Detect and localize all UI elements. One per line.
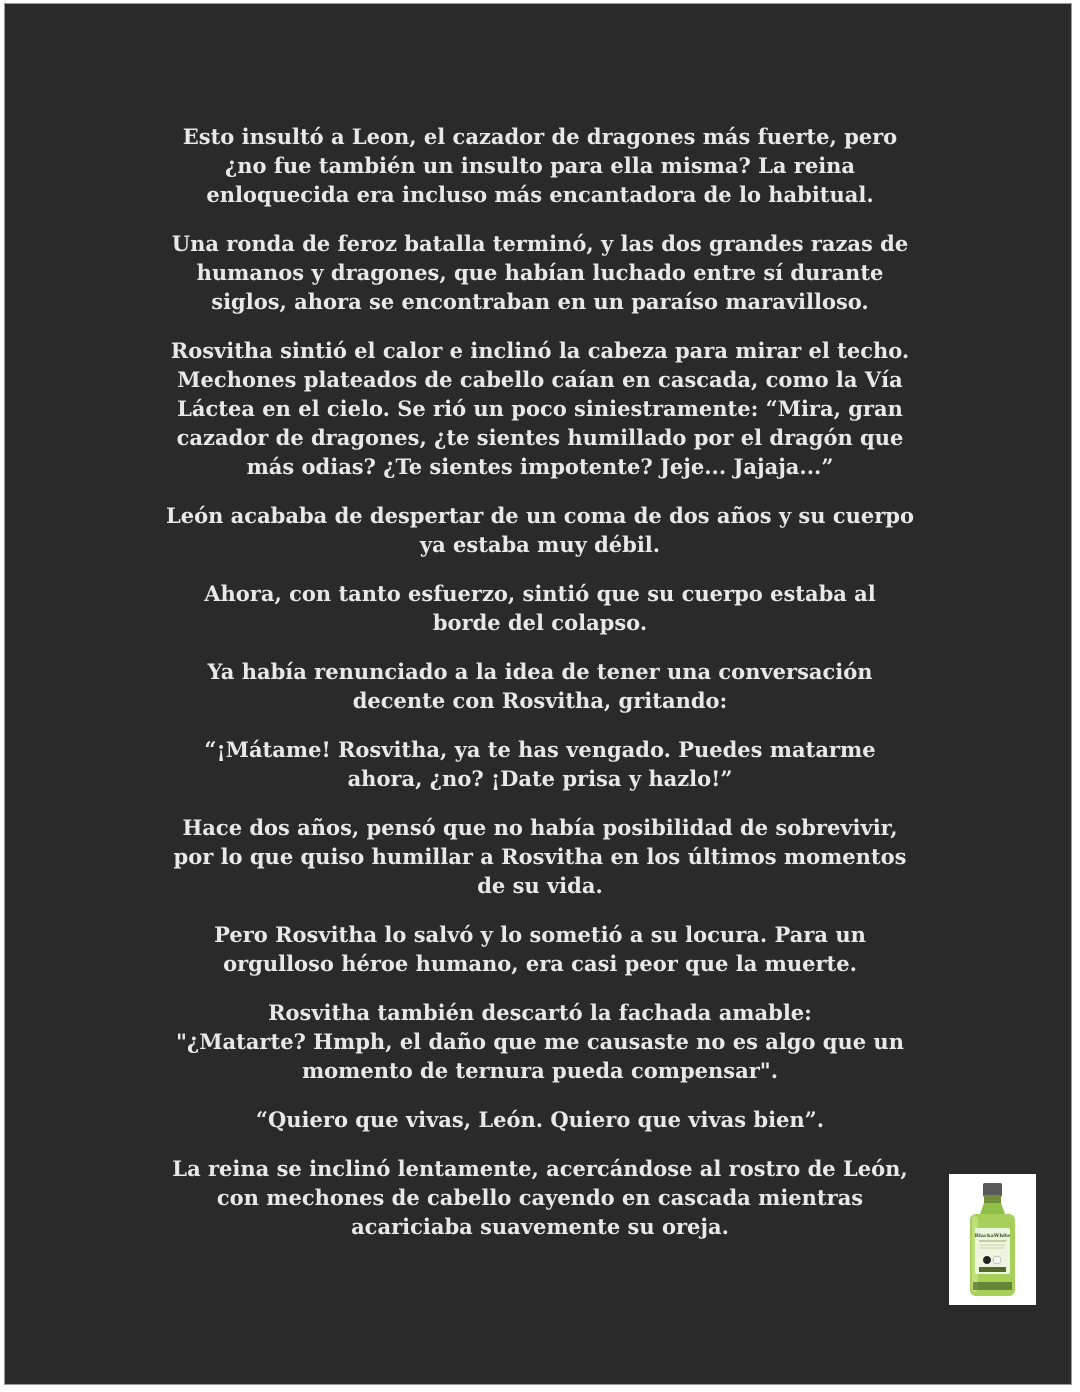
bottle-label-text: BlackaWhite: [974, 1233, 1011, 1239]
story-text: [145, 122, 935, 1261]
paragraph: Esto insultó a Leon, el cazador de dragones más fuerte, pero ¿no fue también un insulto para ella misma? La reina enloquecida era incluso más encantadora de lo habitual.: [182, 124, 898, 207]
paragraph: León acababa de despertar de un coma de dos años y su cuerpo ya estaba muy débil.: [165, 503, 915, 557]
paragraph: “Quiero que vivas, León. Quiero que vivas bien”.: [255, 1107, 825, 1132]
paragraph: La reina se inclinó lentamente, acercándose al rostro de León, con mechones de cabello cayendo en cascada mientras acariciaba suavemente su oreja.: [172, 1156, 908, 1239]
paragraph: Pero Rosvitha lo salvó y lo sometió a su locura. Para un orgulloso héroe humano, era casi peor que la muerte.: [214, 922, 866, 976]
liquor-bottle-icon: [949, 1174, 1036, 1305]
paragraph: “¡Mátame! Rosvitha, ya te has vengado. Puedes matarme ahora, ¿no? ¡Date prisa y hazlo!”: [204, 737, 876, 791]
paragraph: Rosvitha sintió el calor e inclinó la cabeza para mirar el techo. Mechones plateados de cabello caían en cascada, como la Vía Láctea en el cielo. Se rió un poco siniestramente: “Mira, gran cazador de dragones, ¿te sientes humillado por el dragón que más odias? ¿Te sientes impotente? Jeje... Jajaja...”: [170, 338, 910, 479]
paragraph: Rosvitha también descartó la fachada amable: "¿Matarte? Hmph, el daño que me causaste no es algo que un momento de ternura pueda compensar".: [176, 1000, 904, 1083]
paragraph: Hace dos años, pensó que no había posibilidad de sobrevivir, por lo que quiso humillar a Rosvitha en los últimos momentos de su vida.: [173, 815, 907, 898]
paragraph: Una ronda de feroz batalla terminó, y las dos grandes razas de humanos y dragones, que habían luchado entre sí durante siglos, ahora se encontraban en un paraíso maravilloso.: [171, 231, 909, 314]
paragraph: Ahora, con tanto esfuerzo, sintió que su cuerpo estaba al borde del colapso.: [204, 581, 876, 635]
liquor-bottle-sticker: [949, 1174, 1036, 1305]
paragraph: Ya había renunciado a la idea de tener una conversación decente con Rosvitha, gritando:: [207, 659, 873, 713]
